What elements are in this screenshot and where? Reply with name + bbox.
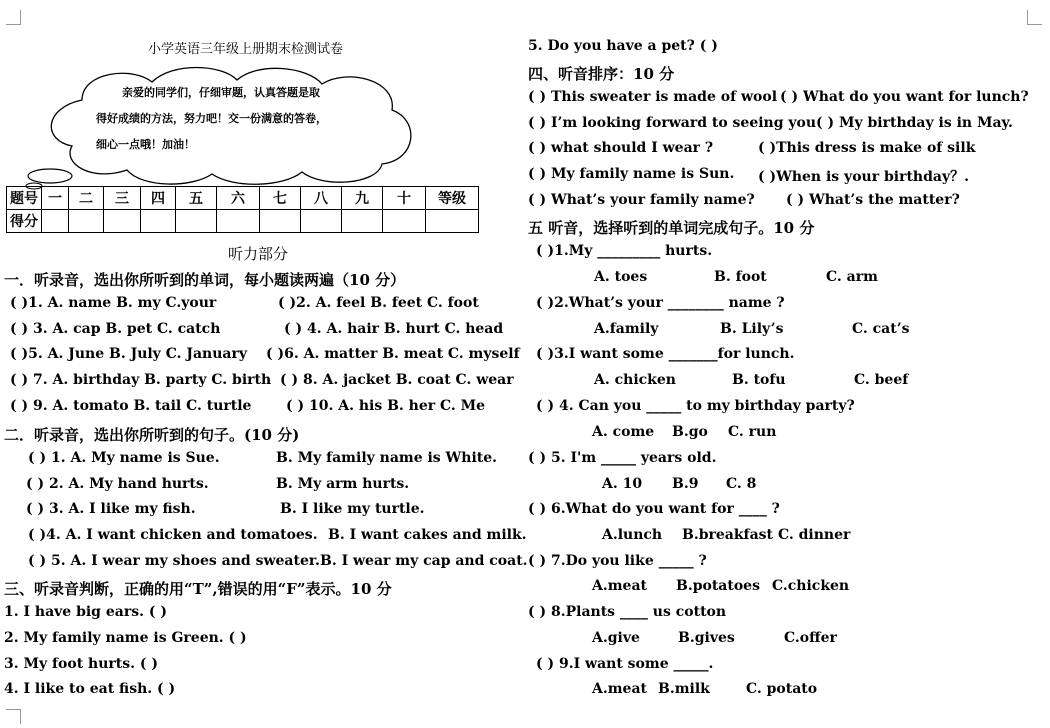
score-input-cell[interactable]: [69, 210, 104, 233]
question-item: ( ) What’s your family name?: [528, 192, 755, 208]
question-item: ( ) 4. Can you _____ to my birthday party?: [536, 398, 855, 414]
question-option: B. I like my turtle.: [280, 501, 425, 517]
page-title: 小学英语三年级上册期末检测试卷: [148, 42, 344, 57]
score-input-cell[interactable]: [141, 210, 176, 233]
question-option: B. I wear my cap and coat.: [320, 553, 528, 569]
question-item: ( )2. A. feel B. feet C. foot: [278, 295, 479, 311]
section1-title: 一．听录音，选出你所听到的单词，每小题读两遍（10 分）: [4, 271, 406, 289]
score-cell: 六: [217, 187, 260, 210]
question-option: C. run: [728, 424, 777, 440]
question-option: C.offer: [784, 630, 837, 646]
score-table: [6, 186, 479, 233]
score-input-cell[interactable]: [104, 210, 141, 233]
score-cell: 二: [69, 187, 104, 210]
question-item: 3. My foot hurts. ( ): [4, 656, 158, 672]
question-option: C. cat’s: [852, 321, 910, 337]
section2-title: 二．听录音，选出你所听到的句子。(10 分): [4, 426, 300, 444]
score-input-cell[interactable]: [176, 210, 217, 233]
question-item: ( ) 5. I'm _____ years old.: [528, 450, 717, 466]
question-item: ( ) 2. A. My hand hurts.: [26, 476, 209, 492]
question-option: B. I want cakes and milk.: [328, 527, 527, 543]
question-option: A. toes: [594, 269, 648, 285]
question-item: ( )1.My _________ hurts.: [536, 243, 713, 259]
question-item: ( ) 8. A. jacket B. coat C. wear: [280, 372, 514, 388]
question-option: A. come: [592, 424, 655, 440]
question-item: ( ) This sweater is made of wool: [528, 89, 778, 105]
question-item: ( ) What do you want for lunch?: [780, 89, 1029, 105]
question-item: ( )When is your birthday？.: [758, 169, 969, 185]
section3-title: 三、听录音判断，正确的用“T”,错误的用“F”表示。10 分: [4, 580, 392, 598]
score-value-row: [7, 210, 479, 233]
score-header-row: [7, 187, 479, 210]
question-item: ( ) 7. A. birthday B. party C. birth: [10, 372, 272, 388]
score-cell: 八: [301, 187, 342, 210]
page-corner-mark: [6, 709, 21, 724]
score-cell: 十: [383, 187, 426, 210]
question-item: ( )6. A. matter B. meat C. myself: [266, 346, 520, 362]
question-item: ( ) 4. A. hair B. hurt C. head: [284, 321, 504, 337]
listening-header: 听力部分: [228, 245, 289, 263]
question-option: B. tofu: [732, 372, 786, 388]
section5-title: 五 听音，选择听到的单词完成句子。10 分: [528, 219, 815, 237]
score-cell: 得分: [7, 210, 42, 233]
question-item: 2. My family name is Green. ( ): [4, 630, 247, 646]
question-item: ( ) I’m looking forward to seeing you: [528, 115, 817, 131]
question-option: C. potato: [746, 681, 818, 697]
question-item: ( ) 5. A. I wear my shoes and sweater.: [28, 553, 320, 569]
question-option: A.meat: [592, 578, 647, 594]
cloud-line: 亲爱的同学们，仔细审题，认真答题是取: [122, 86, 320, 99]
question-item: ( ) what should I wear ?: [528, 140, 714, 156]
question-item: ( ) 8.Plants ____ us cotton: [528, 604, 727, 620]
score-input-cell[interactable]: [426, 210, 479, 233]
score-input-cell[interactable]: [260, 210, 301, 233]
question-item: ( ) 3. A. I like my fish.: [26, 501, 196, 517]
score-cell: 题号: [7, 187, 42, 210]
question-option: C. 8: [726, 476, 757, 492]
question-option: C. beef: [854, 372, 909, 388]
question-item: ( )4. A. I want chicken and tomatoes.: [28, 527, 318, 543]
question-option: B.breakfast: [682, 527, 773, 543]
score-input-cell[interactable]: [217, 210, 260, 233]
question-item: ( ) What’s the matter?: [786, 192, 960, 208]
question-item: ( )3.I want some _______for lunch.: [536, 346, 795, 362]
question-item: ( ) 6.What do you want for ____ ?: [528, 501, 780, 517]
score-cell: 等级: [426, 187, 479, 210]
question-option: B. My family name is White.: [276, 450, 498, 466]
score-cell: 九: [342, 187, 383, 210]
question-item: ( ) My birthday is in May.: [816, 115, 1013, 131]
question-option: B.milk: [658, 681, 710, 697]
section4-title: 四、听音排序：10 分: [528, 65, 675, 83]
question-item: ( ) 10. A. his B. her C. Me: [286, 398, 486, 414]
cloud-line: 得好成绩的方法，努力吧！交一份满意的答卷，: [96, 112, 327, 125]
question-option: C. dinner: [778, 527, 851, 543]
score-cell: 五: [176, 187, 217, 210]
question-option: B. My arm hurts.: [276, 476, 410, 492]
score-input-cell[interactable]: [342, 210, 383, 233]
score-input-cell[interactable]: [383, 210, 426, 233]
question-option: C.chicken: [772, 578, 850, 594]
score-cell: 一: [42, 187, 69, 210]
score-input-cell[interactable]: [42, 210, 69, 233]
score-cell: 三: [104, 187, 141, 210]
question-option: A.give: [592, 630, 640, 646]
question-item: ( )This dress is make of silk: [758, 140, 976, 156]
question-option: A. 10: [602, 476, 643, 492]
cloud-line: 细心一点哦！加油！: [96, 138, 195, 151]
page-corner-mark: [1027, 10, 1042, 25]
question-option: A.meat: [592, 681, 647, 697]
page-corner-mark: [6, 10, 21, 25]
question-option: A. chicken: [594, 372, 676, 388]
question-item: 5. Do you have a pet? ( ): [528, 38, 718, 54]
question-item: ( ) 9. A. tomato B. tail C. turtle: [10, 398, 252, 414]
score-cell: 七: [260, 187, 301, 210]
question-option: B.9: [672, 476, 699, 492]
question-item: ( )5. A. June B. July C. January: [10, 346, 247, 362]
question-item: ( )1. A. name B. my C.your: [10, 295, 217, 311]
question-option: B.go: [672, 424, 708, 440]
score-cell: 四: [141, 187, 176, 210]
question-option: B. foot: [714, 269, 767, 285]
question-item: ( ) 3. A. cap B. pet C. catch: [10, 321, 221, 337]
question-option: A.family: [594, 321, 659, 337]
question-item: ( ) 7.Do you like _____ ?: [528, 553, 707, 569]
score-input-cell[interactable]: [301, 210, 342, 233]
question-item: 1. I have big ears. ( ): [4, 604, 167, 620]
question-item: ( ) 1. A. My name is Sue.: [28, 450, 220, 466]
question-option: B.gives: [678, 630, 735, 646]
question-item: 4. I like to eat fish. ( ): [4, 681, 176, 697]
question-item: ( )2.What’s your ________ name ?: [536, 295, 785, 311]
question-option: B. Lily’s: [720, 321, 784, 337]
question-option: C. arm: [826, 269, 878, 285]
question-item: ( ) 9.I want some _____.: [536, 656, 714, 672]
question-option: B.potatoes: [676, 578, 760, 594]
question-option: A.lunch: [602, 527, 663, 543]
question-item: ( ) My family name is Sun.: [528, 166, 735, 182]
